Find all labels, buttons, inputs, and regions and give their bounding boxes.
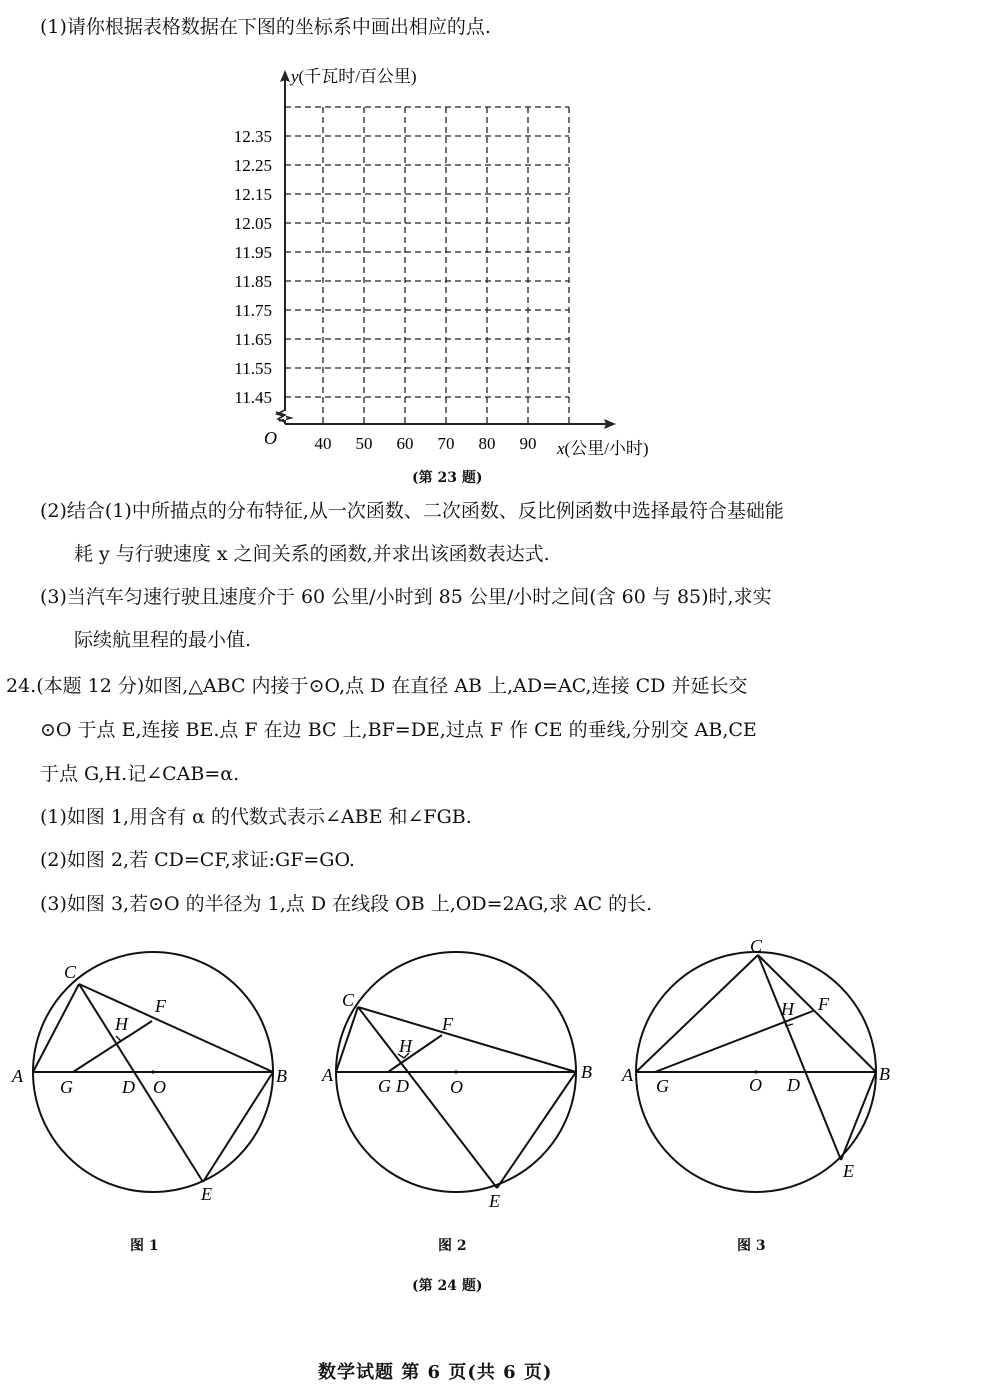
fig3-label-g: G bbox=[656, 1076, 669, 1096]
fig2-label-d: D bbox=[396, 1076, 409, 1096]
fig2-center-dot bbox=[454, 1070, 457, 1073]
fig2-label-e: E bbox=[489, 1191, 500, 1211]
fig3-label-b: B bbox=[879, 1064, 890, 1084]
y-tick-label: 12.05 bbox=[233, 214, 272, 233]
fig2-label-f: F bbox=[442, 1014, 453, 1034]
fig3-segment-ce bbox=[758, 955, 841, 1160]
fig1-label-g: G bbox=[60, 1077, 73, 1097]
y-axis-var: y bbox=[291, 67, 299, 86]
fig1-label-o: O bbox=[153, 1077, 166, 1097]
q24-line1: 24.(本题 12 分)如图,△ABC 内接于⊙O,点 D 在直径 AB 上,AD=AC,连接 CD 并延长交 bbox=[6, 675, 748, 697]
q24-caption: (第 24 题) bbox=[412, 1278, 483, 1294]
fig1-label-d: D bbox=[122, 1077, 135, 1097]
fig2-label-a: A bbox=[322, 1065, 333, 1085]
fig1-label-h: H bbox=[115, 1014, 128, 1034]
q24-part2: (2)如图 2,若 CD=CF,求证:GF=GO. bbox=[40, 849, 355, 871]
q24-part1: (1)如图 1,用含有 α 的代数式表示∠ABE 和∠FGB. bbox=[40, 806, 472, 828]
q24-part3: (3)如图 3,若⊙O 的半径为 1,点 D 在线段 OB 上,OD=2AG,求 AC 的长. bbox=[40, 893, 653, 915]
x-tick-label: 90 bbox=[519, 434, 537, 453]
fig1-label-c: C bbox=[64, 962, 77, 982]
fig1-caption: 图 1 bbox=[130, 1238, 159, 1254]
q23-part2-line1: (2)结合(1)中所描点的分布特征,从一次函数、二次函数、反比例函数中选择最符合基础能 bbox=[40, 500, 784, 522]
x-tick-label: 70 bbox=[437, 434, 455, 453]
y-tick-label: 11.65 bbox=[234, 330, 272, 349]
y-tick-label: 11.55 bbox=[234, 359, 272, 378]
fig3-label-e: E bbox=[843, 1161, 854, 1181]
y-tick-label: 11.85 bbox=[234, 272, 272, 291]
fig3-center-dot bbox=[754, 1070, 757, 1073]
fig1-label-a: A bbox=[12, 1066, 23, 1086]
fig2-segment-ac bbox=[336, 1007, 358, 1072]
fig1-segment-ce bbox=[79, 984, 203, 1182]
fig3-label-d: D bbox=[787, 1075, 800, 1095]
q23-part1: (1)请你根据表格数据在下图的坐标系中画出相应的点. bbox=[40, 16, 491, 38]
x-axis-var: x bbox=[557, 439, 565, 458]
fig2-segment-eb bbox=[497, 1072, 576, 1188]
y-tick-label: 11.45 bbox=[234, 388, 272, 407]
fig3-segment-ac bbox=[636, 955, 758, 1072]
y-tick-label: 11.75 bbox=[234, 301, 272, 320]
q23-caption: (第 23 题) bbox=[412, 470, 483, 486]
y-axis-unit: (千瓦时/百公里) bbox=[298, 67, 417, 86]
fig2-caption: 图 2 bbox=[438, 1238, 467, 1254]
fig2-label-g: G bbox=[378, 1076, 391, 1096]
q23-part3-line2: 际续航里程的最小值. bbox=[74, 629, 252, 651]
q23-part2-line2: 耗 y 与行驶速度 x 之间关系的函数,并求出该函数表达式. bbox=[74, 543, 550, 565]
q24-line2: ⊙O 于点 E,连接 BE.点 F 在边 BC 上,BF=DE,过点 F 作 CE 的垂线,分别交 AB,CE bbox=[40, 719, 757, 741]
page-footer: 数学试题 第 6 页(共 6 页) bbox=[318, 1362, 553, 1383]
fig1-segment-gf bbox=[73, 1021, 152, 1072]
fig2-segment-ce bbox=[358, 1007, 497, 1188]
fig1-segment-ac bbox=[33, 984, 79, 1072]
fig2-label-h: H bbox=[399, 1036, 412, 1056]
fig1-right-angle-mark bbox=[116, 1036, 126, 1041]
origin-label: O bbox=[264, 428, 277, 448]
fig3-label-c: C bbox=[750, 936, 763, 956]
fig1-label-f: F bbox=[155, 996, 166, 1016]
y-tick-label: 11.95 bbox=[234, 243, 272, 262]
fig1-center-dot bbox=[151, 1070, 154, 1073]
fig1-label-e: E bbox=[201, 1184, 212, 1204]
fig2-label-o: O bbox=[450, 1077, 463, 1097]
fig2-segment-cb bbox=[358, 1007, 576, 1072]
fig3-segment-eb bbox=[841, 1072, 876, 1160]
fig3-label-h: H bbox=[781, 999, 794, 1019]
fig3-segment-cb bbox=[758, 955, 876, 1072]
fig1-segment-eb bbox=[203, 1072, 273, 1182]
y-tick-label: 12.35 bbox=[233, 127, 272, 146]
q23-part3-line1: (3)当汽车匀速行驶且速度介于 60 公里/小时到 85 公里/小时之间(含 60 与 85)时,求实 bbox=[40, 586, 772, 608]
x-tick-label: 60 bbox=[396, 434, 414, 453]
x-tick-label: 40 bbox=[314, 434, 332, 453]
fig2-label-b: B bbox=[581, 1062, 592, 1082]
y-tick-label: 12.15 bbox=[233, 185, 272, 204]
fig3-segment-gf bbox=[655, 1011, 813, 1072]
q24-line3: 于点 G,H.记∠CAB=α. bbox=[40, 763, 240, 785]
fig3-label-a: A bbox=[622, 1065, 633, 1085]
y-tick-label: 12.25 bbox=[233, 156, 272, 175]
fig3-label-o: O bbox=[749, 1075, 762, 1095]
fig2-segment-gf bbox=[388, 1035, 442, 1072]
x-tick-label: 80 bbox=[478, 434, 496, 453]
x-axis-unit: (公里/小时) bbox=[564, 439, 649, 458]
fig2-label-c: C bbox=[342, 990, 355, 1010]
x-tick-label: 50 bbox=[355, 434, 373, 453]
fig3-label-f: F bbox=[818, 994, 829, 1014]
fig1-label-b: B bbox=[276, 1066, 287, 1086]
fig3-caption: 图 3 bbox=[737, 1238, 766, 1254]
fig1-segment-cb bbox=[79, 984, 273, 1072]
